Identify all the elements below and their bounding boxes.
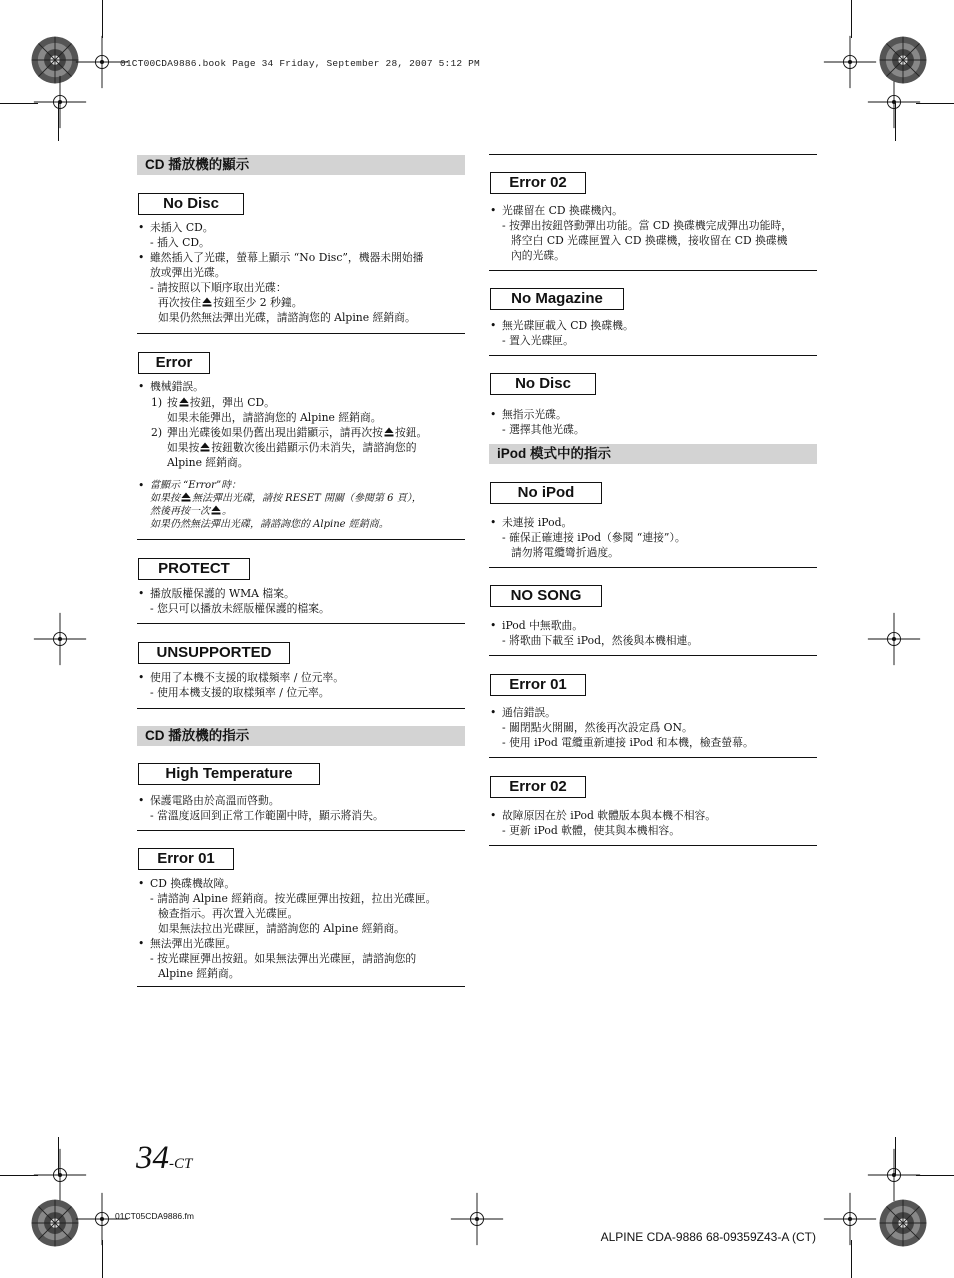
noipod-line-2: - 確保正確連接 iPod（參閱 “連接”）。 <box>502 531 686 544</box>
text: 按 <box>167 396 178 409</box>
divider <box>489 154 817 155</box>
error-line-5 <box>167 440 417 455</box>
error-line-2 <box>167 395 275 410</box>
divider <box>489 567 817 568</box>
error02-line-4: 內的光碟。 <box>511 249 565 262</box>
trim-line <box>916 1175 954 1176</box>
no-song-label: NO SONG <box>490 585 602 607</box>
text: 按鈕。 <box>394 426 428 439</box>
no-ipod-label: No iPod <box>490 482 602 504</box>
bullet: • <box>138 221 145 234</box>
noipod-line-3: 請勿將電纜彎折過度。 <box>511 546 619 559</box>
nodisc2-line-1: 無指示光碟。 <box>502 408 567 421</box>
trim-line <box>102 1240 103 1278</box>
error-02-label: Error 02 <box>490 172 586 194</box>
error-01-label: Error 01 <box>138 848 234 870</box>
nodisc-line-4: 放或彈出光碟。 <box>150 266 226 279</box>
nodisc-line-2: - 插入 CD。 <box>150 236 210 249</box>
eject-icon <box>181 492 191 502</box>
bullet: • <box>138 380 145 393</box>
error01-line-4: 如果無法拉出光碟匣，請諮詢您的 Alpine 經銷商。 <box>158 922 405 935</box>
bullet: • <box>138 587 145 600</box>
error-note-4: 如果仍然無法彈出光碟，請諮詢您的 Alpine 經銷商。 <box>150 519 389 530</box>
bullet: • <box>490 619 497 632</box>
ipod-error02-line-2: - 更新 iPod 軟體，使其與本機相容。 <box>502 824 680 837</box>
bullet: • <box>490 706 497 719</box>
error01-line-7: Alpine 經銷商。 <box>158 967 240 980</box>
text: 如果按 <box>167 441 200 454</box>
bullet: • <box>138 877 145 890</box>
protect-line-1: 播放版權保護的 WMA 檔案。 <box>150 587 295 600</box>
eject-icon <box>202 297 212 307</box>
crosshair-mid-right <box>866 611 922 667</box>
text: 如果按 <box>150 493 180 504</box>
divider <box>489 845 817 846</box>
section-title: iPod 模式中的指示 <box>489 444 817 464</box>
text: 彈出光碟後如果仍舊出現出錯顯示，請再次按 <box>167 426 383 439</box>
unsupported-line-1: 使用了本機不支援的取樣頻率 / 位元率。 <box>150 671 345 684</box>
bullet: • <box>138 794 145 807</box>
ipod-error-02-label: Error 02 <box>490 776 586 798</box>
crosshair-mid-left <box>32 611 88 667</box>
registration-mark-top-right <box>878 35 928 85</box>
left-column <box>137 155 465 995</box>
nodisc-line-6 <box>158 295 303 310</box>
error02-line-1: 光碟留在 CD 換碟機內。 <box>502 204 623 217</box>
registration-mark-bottom-right <box>878 1198 928 1248</box>
trim-line <box>851 1240 852 1278</box>
eject-icon <box>200 442 210 452</box>
page-number <box>136 1140 192 1177</box>
section-title: CD 播放機的指示 <box>137 726 465 746</box>
error01-line-2: - 請諮詢 Alpine 經銷商。按光碟匣彈出按鈕，拉出光碟匣。 <box>150 892 437 905</box>
trim-line <box>102 0 103 38</box>
text: 再次按住 <box>158 296 202 309</box>
no-disc-label: No Disc <box>138 193 244 215</box>
protect-line-2: - 您只可以播放未經版權保護的檔案。 <box>150 602 330 615</box>
error-line-4 <box>167 425 427 440</box>
right-column <box>489 154 817 854</box>
bullet: • <box>138 671 145 684</box>
nosong-line-2: - 將歌曲下載至 iPod，然後與本機相連。 <box>502 634 699 647</box>
bullet: • <box>490 204 497 217</box>
no-disc-label: No Disc <box>490 373 596 395</box>
text: 按鈕數次後出錯顯示仍未消失，請諮詢您的 <box>211 441 417 454</box>
nosong-line-1: iPod 中無歌曲。 <box>502 619 584 632</box>
ipod-error01-line-1: 通信錯誤。 <box>502 706 556 719</box>
trim-line <box>895 103 896 141</box>
divider <box>489 270 817 271</box>
bullet: • <box>138 937 145 950</box>
bullet: • <box>490 319 497 332</box>
section-cd-display <box>137 155 465 175</box>
trim-line <box>58 103 59 141</box>
error-line-3: 如果未能彈出，請諮詢您的 Alpine 經銷商。 <box>167 411 382 424</box>
bullet: • <box>490 809 497 822</box>
error-note-1: 當顯示 “Error”時： <box>150 480 242 491</box>
divider <box>489 757 817 758</box>
divider <box>137 623 465 624</box>
model-footer: ALPINE CDA-9886 68-09359Z43-A (CT) <box>600 1230 816 1244</box>
hightemp-line-1: 保護電路由於高溫而啓動。 <box>150 794 280 807</box>
crosshair-bottom-center <box>449 1191 505 1247</box>
trim-line <box>895 1137 896 1175</box>
fm-filename: 01CT05CDA9886.fm <box>115 1211 194 1221</box>
error-line-6: Alpine 經銷商。 <box>167 456 249 469</box>
trim-line <box>58 1137 59 1175</box>
crosshair-top-left-2 <box>32 74 88 130</box>
registration-mark-bottom-left <box>30 1198 80 1248</box>
section-ipod-indicator <box>489 444 817 464</box>
step-number: 1) <box>151 396 163 409</box>
error01-line-1: CD 換碟機故障。 <box>150 877 236 890</box>
divider <box>137 539 465 540</box>
nodisc-line-7: 如果仍然無法彈出光碟，請諮詢您的 Alpine 經銷商。 <box>158 311 416 324</box>
bullet: • <box>138 251 145 264</box>
ipod-error02-line-1: 故障原因在於 iPod 軟體版本與本機不相容。 <box>502 809 717 822</box>
page-number-value: 34 <box>136 1140 169 1176</box>
eject-icon <box>384 427 394 437</box>
nodisc-line-1: 未插入 CD。 <box>150 221 214 234</box>
unsupported-line-2: - 使用本機支援的取樣頻率 / 位元率。 <box>150 686 330 699</box>
trim-line <box>851 0 852 38</box>
error-label: Error <box>138 352 210 374</box>
nodisc-line-5: - 請按照以下順序取出光碟： <box>150 281 287 294</box>
eject-icon <box>211 505 221 515</box>
trim-line <box>0 1175 38 1176</box>
error02-line-3: 將空白 CD 光碟匣置入 CD 換碟機，接收留在 CD 換碟機 <box>511 234 788 247</box>
crosshair-bottom-right-2 <box>866 1147 922 1203</box>
error-line-1: 機械錯誤。 <box>150 380 204 393</box>
trim-line <box>916 103 954 104</box>
divider <box>489 355 817 356</box>
nomag-line-2: - 置入光碟匣。 <box>502 334 574 347</box>
trim-line <box>0 103 38 104</box>
bullet: • <box>138 479 145 492</box>
section-title: CD 播放機的顯示 <box>137 155 465 175</box>
text: 然後再按一次 <box>150 506 210 517</box>
eject-icon <box>179 397 189 407</box>
no-magazine-label: No Magazine <box>490 288 624 310</box>
unsupported-label: UNSUPPORTED <box>138 642 290 664</box>
protect-label: PROTECT <box>138 558 250 580</box>
error01-line-6: - 按光碟匣彈出按鈕。如果無法彈出光碟匣，請諮詢您的 <box>150 952 417 965</box>
ipod-error01-line-2: - 關閉點火開關，然後再次設定爲 ON。 <box>502 721 693 734</box>
error01-line-3: 檢查指示。再次置入光碟匣。 <box>158 907 299 920</box>
nodisc-line-3: 雖然插入了光碟，螢幕上顯示 “No Disc”，機器未開始播 <box>150 251 424 264</box>
divider <box>137 333 465 334</box>
ipod-error01-line-3: - 使用 iPod 電纜重新連接 iPod 和本機，檢查螢幕。 <box>502 736 754 749</box>
hightemp-line-2: - 當溫度返回到正常工作範圍中時，顯示將消失。 <box>150 809 384 822</box>
bullet: • <box>490 516 497 529</box>
bullet: • <box>490 408 497 421</box>
ipod-error-01-label: Error 01 <box>490 674 586 696</box>
text: 按鈕，彈出 CD。 <box>189 396 275 409</box>
error02-line-2: - 按彈出按鈕啓動彈出功能。當 CD 換碟機完成彈出功能時， <box>502 219 792 232</box>
text: 無法彈出光碟，請按 RESET 開關（參閱第 6 頁）， <box>192 493 422 504</box>
error01-line-5: 無法彈出光碟匣。 <box>150 937 237 950</box>
nodisc2-line-2: - 選擇其他光碟。 <box>502 423 585 436</box>
book-header: 01CT00CDA9886.book Page 34 Friday, September 28, 2007 5:12 PM <box>120 58 480 69</box>
text: 按鈕至少 2 秒鐘。 <box>213 296 303 309</box>
nomag-line-1: 無光碟匣載入 CD 換碟機。 <box>502 319 634 332</box>
high-temperature-label: High Temperature <box>138 763 320 785</box>
divider <box>137 830 465 831</box>
noipod-line-1: 未連接 iPod。 <box>502 516 573 529</box>
divider <box>137 986 465 987</box>
divider <box>137 708 465 709</box>
page-suffix: -CT <box>169 1156 193 1172</box>
step-number: 2) <box>151 426 163 439</box>
section-cd-indicator <box>137 726 465 746</box>
text: 。 <box>222 506 232 517</box>
divider <box>489 655 817 656</box>
